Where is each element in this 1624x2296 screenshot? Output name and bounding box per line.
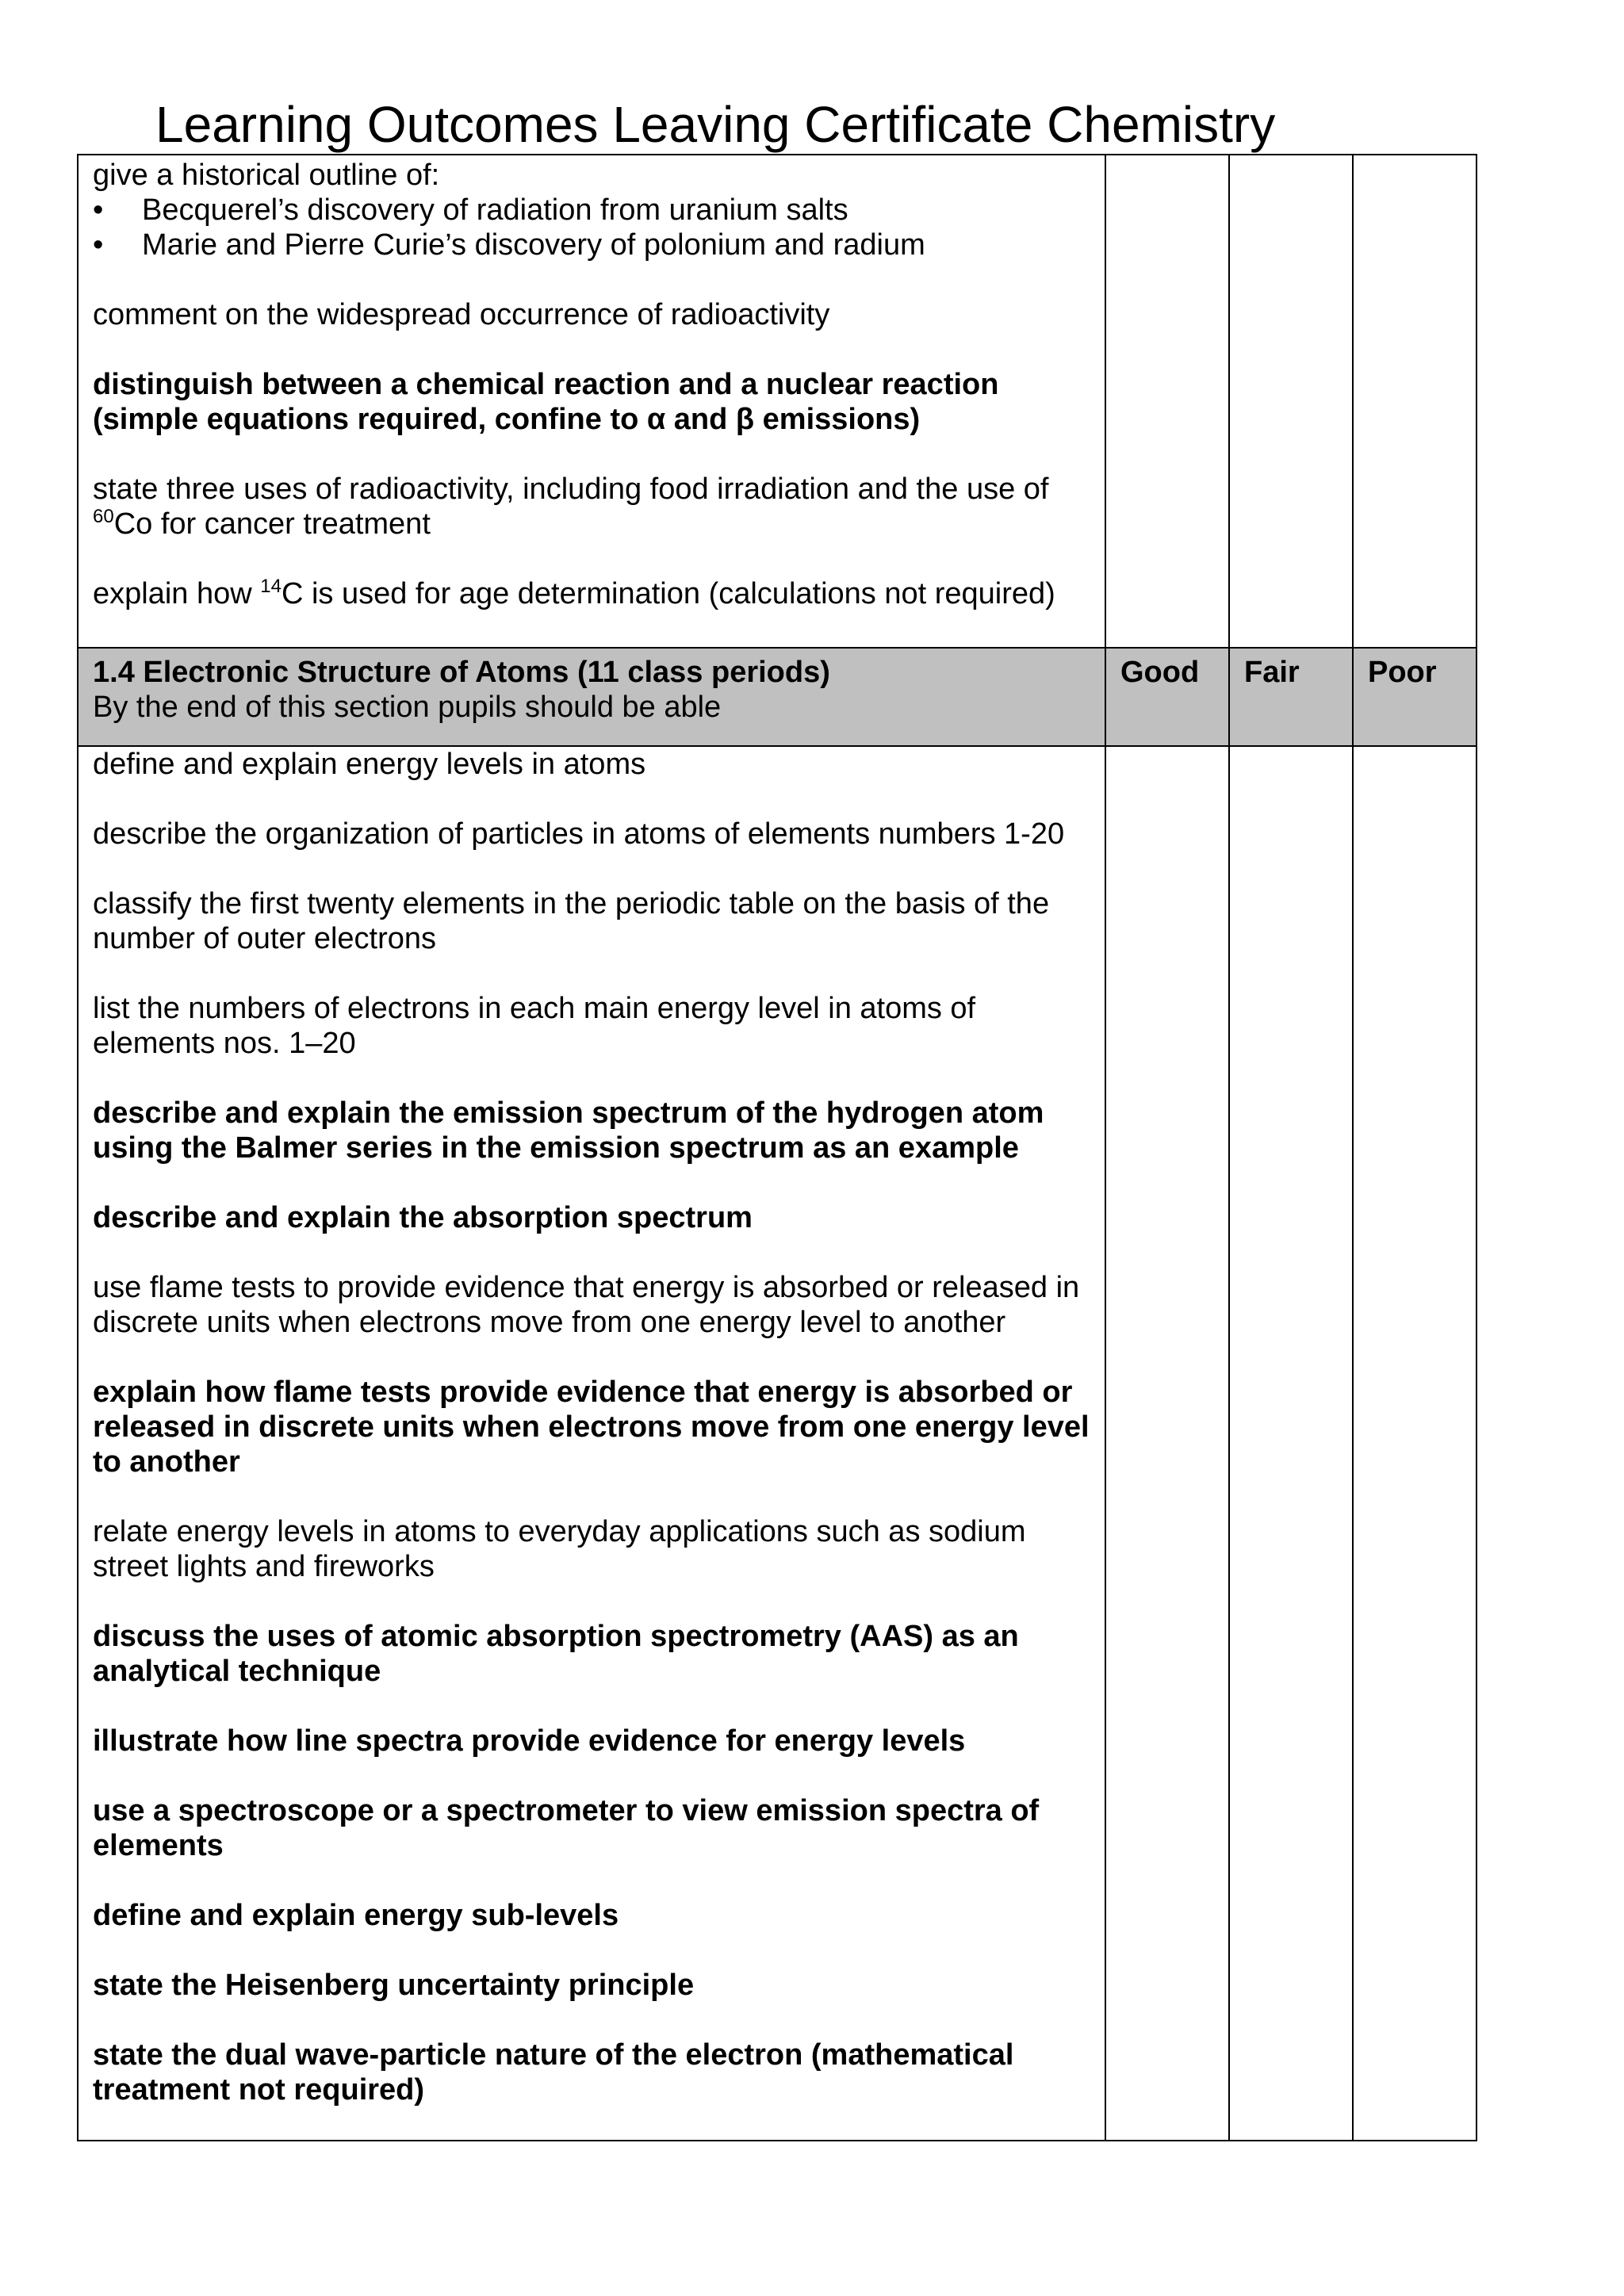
rating-cell-poor[interactable] (1353, 155, 1477, 648)
outcome-item: define and explain energy sub-levels (93, 1899, 619, 1932)
outcome-item: use flame tests to provide evidence that energy is absorbed or released in discrete units when electrons move from one energy level to another (93, 1271, 1080, 1339)
section-subtitle: By the end of this section pupils should be able (93, 691, 722, 724)
list-item: • Becquerel’s discovery of radiation from uranium salts (93, 193, 848, 227)
outcome-item: describe the organization of particles in atoms of elements numbers 1-20 (93, 817, 1065, 851)
outcome-item: describe and explain the emission spectrum of the hydrogen atom using the Balmer series in the emission spectrum as an example (93, 1096, 1044, 1165)
rating-cell-good[interactable] (1105, 155, 1229, 648)
outcome-item: discuss the uses of atomic absorption spectrometry (AAS) as an analytical technique (93, 1620, 1019, 1688)
outcome-item: state the Heisenberg uncertainty principle (93, 1969, 695, 2002)
electronic-structure-outcomes-cell (78, 746, 1105, 2141)
rating-cell-fair[interactable] (1229, 746, 1353, 2141)
rating-cell-fair[interactable] (1229, 155, 1353, 648)
section-title: 1.4 Electronic Structure of Atoms (11 class periods) (93, 656, 830, 689)
outcome-item: state the dual wave-particle nature of the electron (mathematical treatment not required) (93, 2038, 1014, 2107)
column-header-fair: Fair (1229, 648, 1353, 746)
radioactivity-outcomes-cell (78, 155, 1105, 648)
section-header-row (78, 648, 1477, 746)
outcome-item: state three uses of radioactivity, including food irradiation and the use of $^{60}$Co for cancer treatment (93, 473, 1049, 541)
rating-cell-good[interactable] (1105, 746, 1229, 2141)
column-header-good: Good (1105, 648, 1229, 746)
learning-outcomes-table (77, 154, 1477, 2141)
outcome-item: define and explain energy levels in atoms (93, 748, 646, 781)
outcome-item: distinguish between a chemical reaction and a nuclear reaction (simple equations required, confine to α and β emissions) (93, 368, 999, 436)
historical-outline-intro: give a historical outline of: (93, 159, 440, 192)
section-header-cell (78, 648, 1105, 746)
page-title: Learning Outcomes Leaving Certificate Chemistry (155, 96, 1276, 153)
column-header-poor: Poor (1353, 648, 1477, 746)
bullet-icon: • (93, 193, 104, 227)
outcome-item: list the numbers of electrons in each main energy level in atoms of elements nos. 1–20 (93, 992, 976, 1060)
outcome-item: classify the first twenty elements in the periodic table on the basis of the number of outer electrons (93, 887, 1050, 955)
isotope-mass-number: 14 (260, 576, 282, 597)
radioactivity-outcomes-row (78, 155, 1477, 648)
isotope-mass-number: 60 (93, 506, 114, 527)
outcome-item: relate energy levels in atoms to everyday applications such as sodium street lights and fireworks (93, 1515, 1026, 1583)
bullet-icon: • (93, 228, 104, 262)
rating-cell-poor[interactable] (1353, 746, 1477, 2141)
historical-outline-list (93, 193, 1090, 262)
outcome-item: describe and explain the absorption spectrum (93, 1201, 753, 1234)
list-item: • Marie and Pierre Curie’s discovery of polonium and radium (93, 228, 925, 262)
outcome-item: comment on the widespread occurrence of radioactivity (93, 298, 830, 331)
outcome-item: use a spectroscope or a spectrometer to view emission spectra of elements (93, 1794, 1040, 1862)
outcome-item: explain how flame tests provide evidence that energy is absorbed or released in discrete units when electrons move from one energy level to another (93, 1376, 1090, 1479)
outcome-item: illustrate how line spectra provide evidence for energy levels (93, 1724, 966, 1758)
electronic-structure-outcomes-row (78, 746, 1477, 2141)
outcome-item: explain how $^{14}$C is used for age determination (calculations not required) (93, 576, 1055, 610)
outcomes-list (79, 747, 1105, 2140)
